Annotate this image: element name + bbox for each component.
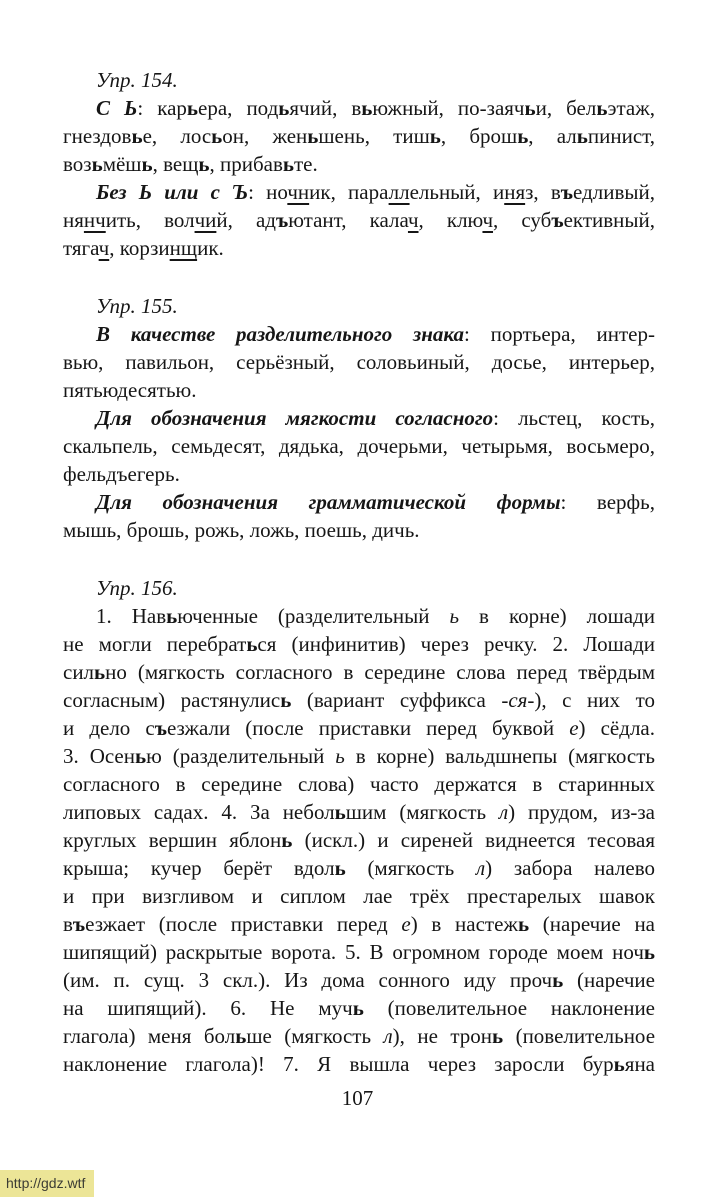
text-line: наклонение глагола)! 7. Я вышла через заросли бурьяна <box>63 1052 655 1076</box>
text-line: вью, павильон, серьёзный, соловьиный, досье, интерьер, <box>63 350 655 374</box>
text-line: 1. Навьюченные (разделительный ь в корне) лошади <box>96 604 656 628</box>
exercise-heading: Упр. 154. <box>96 68 178 92</box>
text-line: возьмёшь, вещь, прибавьте. <box>63 152 318 176</box>
text-line: и дело съезжали (после приставки перед буквой е) сёдла. <box>63 716 655 740</box>
text-line: на шипящий). 6. Не мучь (повелительное наклонение <box>63 996 655 1020</box>
text-line: липовых садах. 4. За небольшим (мягкость л) прудом, из-за <box>63 800 655 824</box>
text-line: фельдъегерь. <box>63 462 180 486</box>
text-line: Без Ь или с Ъ: ночник, параллельный, иняз, въедливый, <box>96 180 655 204</box>
text-line: скальпель, семьдесят, дядька, дочерьми, четырьмя, восьмеро, <box>63 434 655 458</box>
exercise-heading: Упр. 156. <box>96 576 178 600</box>
text-line: Для обозначения грамматической формы: верфь, <box>96 490 655 514</box>
text-line: мышь, брошь, рожь, ложь, поешь, дичь. <box>63 518 420 542</box>
watermark-url: http://gdz.wtf <box>0 1170 94 1197</box>
text-line: Для обозначения мягкости согласного: льстец, кость, <box>96 406 656 430</box>
text-line: гнездовье, лосьон, женьшень, тишь, брошь, альпинист, <box>63 124 655 148</box>
text-line: и при визгливом и сиплом лае трёх престарелых шавок <box>63 884 655 908</box>
page-number: 107 <box>341 1086 374 1110</box>
text-line: сильно (мягкость согласного в середине слова перед твёрдым <box>63 660 655 684</box>
text-line: согласным) растянулись (вариант суффикса -ся-), с них то <box>63 688 655 712</box>
exercise-heading: Упр. 155. <box>96 294 178 318</box>
text-line: 3. Осенью (разделительный ь в корне) вальдшнепы (мягкость <box>63 744 655 768</box>
text-line: круглых вершин яблонь (искл.) и сиреней виднеется тесовая <box>63 828 655 852</box>
text-line: согласного в середине слова) часто держатся в старинных <box>63 772 655 796</box>
text-line: (им. п. сущ. 3 скл.). Из дома сонного иду прочь (наречие <box>63 968 655 992</box>
text-line: не могли перебраться (инфинитив) через речку. 2. Лошади <box>63 632 655 656</box>
text-line: С Ь: карьера, подьячий, вьюжный, по-заячьи, бельэтаж, <box>96 96 655 120</box>
text-line: крыша; кучер берёт вдоль (мягкость л) забора налево <box>63 856 655 880</box>
page-text <box>63 66 655 1078</box>
text-line: пятьюдесятью. <box>63 378 197 402</box>
text-line: нянчить, волчий, адъютант, калач, ключ, субъективный, <box>63 208 656 232</box>
text-line: глагола) меня больше (мягкость л), не тронь (повелительное <box>63 1024 656 1048</box>
text-line: тягач, корзинщик. <box>63 236 224 260</box>
text-line: въезжает (после приставки перед е) в настежь (наречие на <box>63 912 656 936</box>
text-line: шипящий) раскрытые ворота. 5. В огромном городе моем ночь <box>63 940 655 964</box>
text-line: В качестве разделительного знака: портьера, интер- <box>96 322 655 346</box>
